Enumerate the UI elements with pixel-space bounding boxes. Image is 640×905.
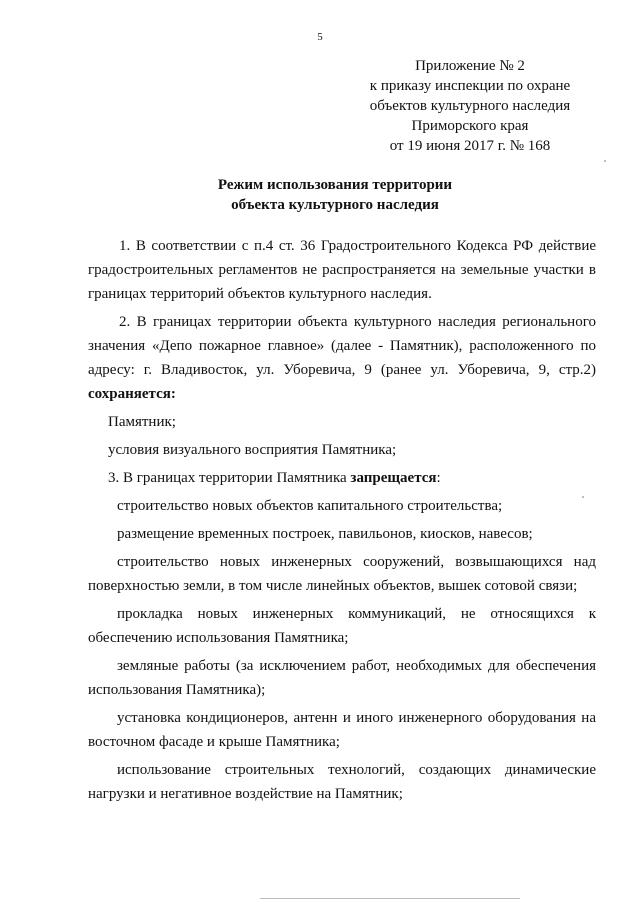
appendix-line: к приказу инспекции по охране [369,78,571,94]
title-line: Режим использования территории [217,177,453,193]
scan-speck [604,160,606,162]
paragraph-3-colon: : [436,470,441,486]
appendix-line: объектов культурного наследия [369,98,571,114]
paragraph-2-bold: сохраняется: [88,386,176,402]
prohibited-item: размещение временных построек, павильонов, киосков, навесов; [117,526,533,542]
paragraph-1: 1. В соответствии с п.4 ст. 36 Градостроительного Кодекса РФ действие градостроительных регламентов не распространяется на земельные участки в границах территорий объектов культурного наследия. [88,238,596,302]
paragraph-3-bold: запрещается [350,470,437,486]
document-body [88,234,596,808]
prohibited-item: строительство новых инженерных сооружений, возвышающихся над поверхностью земли, в том числе линейных объектов, вышек сотовой связи; [88,554,596,594]
prohibited-item: строительство новых объектов капитального строительства; [117,498,503,514]
prohibited-item: прокладка новых инженерных коммуникаций, не относящихся к обеспечению использования Памятника; [88,606,596,646]
bottom-scan-line [260,898,520,899]
title-line: объекта культурного наследия [231,197,439,213]
paragraph-3 [88,466,596,490]
appendix-line: Приложение № 2 [415,58,525,74]
prohibited-item: установка кондиционеров, антенн и иного инженерного оборудования на восточном фасаде и крыше Памятника; [88,710,596,750]
paragraph-2-text: 2. В границах территории объекта культурного наследия регионального значения «Депо пожарное главное» (далее - Памятник), расположенного по адресу: г. Владивосток, ул. Уборевича, 9 (ранее ул. Уборевича, 9, стр.2) [88,314,596,378]
scan-speck [582,496,584,498]
appendix-line: от 19 июня 2017 г. № 168 [389,138,551,154]
document-title [0,175,640,215]
page-number: 5 [317,31,323,43]
preserved-item: условия визуального восприятия Памятника; [108,442,397,458]
preserved-item: Памятник; [108,414,176,430]
paragraph-2 [88,310,596,406]
paragraph-3-text: 3. В границах территории Памятника [108,470,351,486]
appendix-header [340,56,600,156]
prohibited-item: использование строительных технологий, создающих динамические нагрузки и негативное воздействие на Памятник; [88,762,596,802]
appendix-line: Приморского края [411,118,529,134]
prohibited-item: земляные работы (за исключением работ, необходимых для обеспечения использования Памятника); [88,658,596,698]
